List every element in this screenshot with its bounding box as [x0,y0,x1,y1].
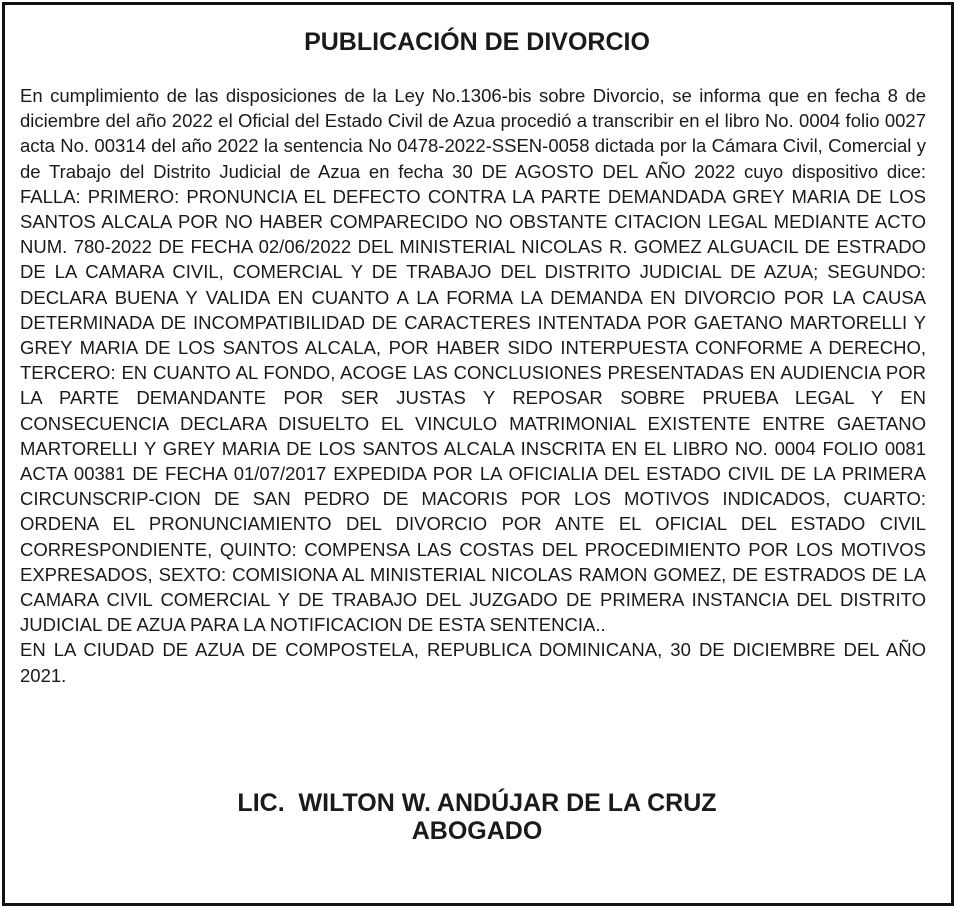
signer-role: ABOGADO [411,817,543,845]
notice-title: PUBLICACIÓN DE DIVORCIO [304,28,650,56]
notice-closing-paragraph: EN LA CIUDAD DE AZUA DE COMPOSTELA, REPUBLICA DOMINICANA, 30 DE DICIEMBRE DEL AÑO 2021. [20,639,926,686]
signature-block [0,789,954,845]
notice-body [20,83,926,688]
signer-name: LIC. WILTON W. ANDÚJAR DE LA CRUZ [237,789,717,817]
notice-body-paragraph: En cumplimiento de las disposiciones de la Ley No.1306-bis sobre Divorcio, se informa que en fecha 8 de diciembre del año 2022 el Oficial del Estado Civil de Azua procedió a transcribir en el libro No. 0004 folio 0027 acta No. 00314 del año 2022 la sentencia No 0478-2022-SSEN-0058 dictada por la Cámara Civil, Comercial y de Trabajo del Distrito Judicial de Azua en fecha 30 DE AGOSTO DEL AÑO 2022 cuyo dispositivo dice: FALLA: PRIMERO: PRONUNCIA EL DEFECTO CONTRA LA PARTE DEMANDADA GREY MARIA DE LOS SANTOS ALCALA POR NO HABER COMPARECIDO NO OBSTANTE CITACION LEGAL MEDIANTE ACTO NUM. 780-2022 DE FECHA 02/06/2022 DEL MINISTERIAL NICOLAS R. GOMEZ ALGUACIL DE ESTRADO DE LA CAMARA CIVIL, COMERCIAL Y DE TRABAJO DEL DISTRITO JUDICIAL DE AZUA; SEGUNDO: DECLARA BUENA Y VALIDA EN CUANTO A LA FORMA LA DEMANDA EN DIVORCIO POR LA CAUSA DETERMINADA DE INCOMPATIBILIDAD DE CARACTERES INTENTADA POR GAETANO MARTORELLI Y GREY MARIA DE LOS SANTOS ALCALA, POR HABER SIDO INTERPUESTA CONFORME A DERECHO, TERCERO: EN CUANTO AL FONDO, ACOGE LAS CONCLUSIONES PRESENTADAS EN AUDIENCIA POR LA PARTE DEMANDANTE POR SER JUSTAS Y REPOSAR SOBRE PRUEBA LEGAL Y EN CONSECUENCIA DECLARA DISUELTO EL VINCULO MATRIMONIAL EXISTENTE ENTRE GAETANO MARTORELLI Y GREY MARIA DE LOS SANTOS ALCALA INSCRITA EN EL LIBRO NO. 0004 FOLIO 0081 ACTA 00381 DE FECHA 01/07/2017 EXPEDIDA POR LA OFICIALIA DEL ESTADO CIVIL DE LA PRIMERA CIRCUNSCRIP-CION DE SAN PEDRO DE MACORIS POR LOS MOTIVOS INDICADOS, CUARTO: ORDENA EL PRONUNCIAMIENTO DEL DIVORCIO POR ANTE EL OFICIAL DEL ESTADO CIVIL CORRESPONDIENTE, QUINTO: COMPENSA LAS COSTAS DEL PROCEDIMIENTO POR LOS MOTIVOS EXPRESADOS, SEXTO: COMISIONA AL MINISTERIAL NICOLAS RAMON GOMEZ, DE ESTRADOS DE LA CAMARA CIVIL COMERCIAL Y DE TRABAJO DEL JUZGADO DE PRIMERA INSTANCIA DEL DISTRITO JUDICIAL DE AZUA PARA LA NOTIFICACION DE ESTA SENTENCIA.. [20,85,926,636]
